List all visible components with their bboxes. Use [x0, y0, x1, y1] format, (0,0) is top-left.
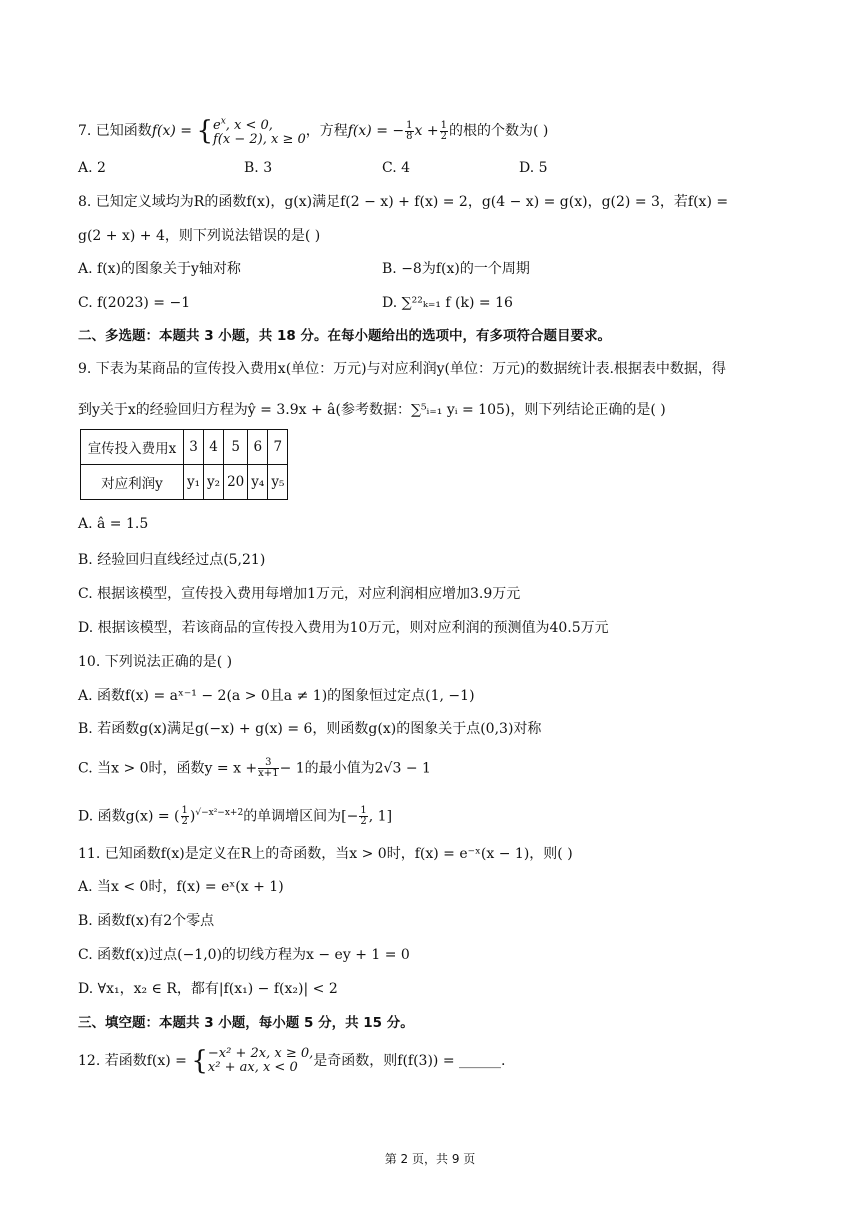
table-cell: y₄ — [248, 465, 268, 500]
q12-piecewise: {−x² + 2x, x ≥ 0, x² + ax, x < 0 — [191, 1046, 314, 1076]
q10-option-a: A. 函数f(x) = aˣ⁻¹ − 2(a > 0且a ≠ 1)的图象恒过定点(1, −1) — [78, 688, 475, 704]
q7-option-d: D. 5 — [519, 160, 548, 176]
q8-option-c: C. f(2023) = −1 — [78, 295, 191, 311]
table-cell: y₂ — [204, 465, 224, 500]
q9-option-d: D. 根据该模型，若该商品的宣传投入费用为10万元，则对应利润的预测值为40.5万元 — [78, 620, 609, 636]
q12-stem — [78, 1047, 505, 1075]
q7-option-c: C. 4 — [382, 160, 411, 176]
q10-option-d-text-b: ) — [189, 808, 196, 825]
q12-stem-a: 12. 若函数f(x) = — [78, 1053, 187, 1069]
q11-option-d: D. ∀x₁，x₂ ∈ R，都有|f(x₁) − f(x₂)| < 2 — [78, 981, 338, 997]
q10-option-c-frac: $\frac{3}{x+1}$ — [258, 757, 279, 779]
q10-option-d-text-d: , 1] — [368, 808, 393, 825]
q7-option-a: A. 2 — [78, 160, 106, 176]
q12-case2: x² + ax, x < 0 — [207, 1060, 298, 1075]
page-footer: 第 2 页，共 9 页 — [384, 1152, 476, 1166]
q10-option-c — [78, 758, 431, 779]
q8-option-b: B. −8为f(x)的一个周期 — [382, 261, 530, 277]
q8-option-d: D. ∑²²ₖ₌₁ f (k) = 16 — [382, 295, 513, 311]
q10-option-d-exponent: √−x²−x+2 — [195, 808, 244, 818]
q11-option-a: A. 当x < 0时，f(x) = eˣ(x + 1) — [78, 879, 284, 895]
q7-case2: f(x − 2), x ≥ 0 — [213, 132, 306, 148]
table-cell: y₁ — [184, 465, 204, 500]
q11-stem: 11. 已知函数f(x)是定义在R上的奇函数，当x > 0时，f(x) = e⁻ˣ(x − 1)，则( ) — [78, 846, 573, 862]
q7-stem-a: 7. 已知函数 — [78, 123, 152, 140]
q9-option-c: C. 根据该模型，宣传投入费用每增加1万元，对应利润相应增加3.9万元 — [78, 586, 521, 602]
q10-option-d-frac: $\frac{1}{2}$ — [181, 805, 188, 828]
q9-option-a: A. â = 1.5 — [78, 516, 149, 532]
table-cell: 6 — [248, 430, 268, 465]
table-row — [81, 430, 288, 465]
q11-option-b: B. 函数f(x)有2个零点 — [78, 913, 215, 929]
q9-line2: 到y关于x的经验回归方程为ŷ = 3.9x + â(参考数据：∑⁵ᵢ₌₁ yᵢ = 105)，则下列结论正确的是( ) — [78, 402, 666, 418]
table-cell: y₅ — [268, 465, 288, 500]
q10-option-c-text-b: − 1的最小值为2√3 − 1 — [279, 760, 431, 777]
q10-option-b: B. 若函数g(x)满足g(−x) + g(x) = 6，则函数g(x)的图象关于点(0,3)对称 — [78, 721, 542, 737]
q8-option-a: A. f(x)的图象关于y轴对称 — [78, 261, 241, 277]
q10-option-d — [78, 803, 392, 827]
q7-case1: $e^x$, x < 0, — [213, 117, 273, 134]
q8-line1: 8. 已知定义域均为R的函数f(x)，g(x)满足f(2 − x) + f(x) = 2，g(4 − x) = g(x)，g(2) = 3，若f(x) = — [78, 194, 729, 210]
q7-stem-b: ，方程 — [305, 123, 348, 140]
q12-case1: −x² + 2x, x ≥ 0, — [207, 1046, 314, 1061]
table-cell: 宣传投入费用x — [81, 430, 184, 465]
q7-stem-c: 的根的个数为( ) — [448, 123, 549, 140]
q9-line1: 9. 下表为某商品的宣传投入费用x(单位：万元)与对应利润y(单位：万元)的数据统计表.根据表中数据，得 — [78, 361, 726, 377]
q7-eq-b: x + — [414, 123, 439, 140]
table-cell: 7 — [268, 430, 288, 465]
table-cell: 4 — [204, 430, 224, 465]
q12-stem-b: 是奇函数，则f(f(3)) = ______. — [313, 1053, 506, 1069]
q10-option-d-text-c: 的单调增区间为[− — [243, 808, 359, 825]
q10-option-d-text-a: D. 函数g(x) = ( — [78, 808, 180, 825]
q9-data-table — [80, 429, 288, 500]
q10-stem: 10. 下列说法正确的是( ) — [78, 654, 233, 670]
q7-option-b: B. 3 — [244, 160, 273, 176]
table-cell: 对应利润y — [81, 465, 184, 500]
q7-stem — [78, 115, 548, 147]
q7-frac2: $\frac{1}{2}$ — [440, 119, 447, 142]
table-row — [81, 465, 288, 500]
section-3-heading: 三、填空题：本题共 3 小题，每小题 5 分，共 15 分。 — [78, 1015, 414, 1031]
q7-piecewise: {$e^x$, x < 0, f(x − 2), x ≥ 0 — [196, 116, 306, 148]
q10-option-d-frac2: $\frac{1}{2}$ — [360, 805, 367, 828]
q7-frac1: $\frac{1}{8}$ — [406, 119, 413, 142]
table-cell: 5 — [224, 430, 248, 465]
q8-line2: g(2 + x) + 4，则下列说法错误的是( ) — [78, 228, 321, 244]
q11-option-c: C. 函数f(x)过点(−1,0)的切线方程为x − ey + 1 = 0 — [78, 947, 410, 963]
table-cell: 20 — [224, 465, 248, 500]
q7-eq-a: f(x) = − — [347, 123, 405, 140]
q9-option-b: B. 经验回归直线经过点(5,21) — [78, 552, 266, 568]
table-cell: 3 — [184, 430, 204, 465]
q7-fx: f(x) = — [151, 123, 192, 140]
section-2-heading: 二、多选题：本题共 3 小题，共 18 分。在每小题给出的选项中，有多项符合题目要求。 — [78, 328, 611, 344]
q10-option-c-text-a: C. 当x > 0时，函数y = x + — [78, 760, 258, 777]
